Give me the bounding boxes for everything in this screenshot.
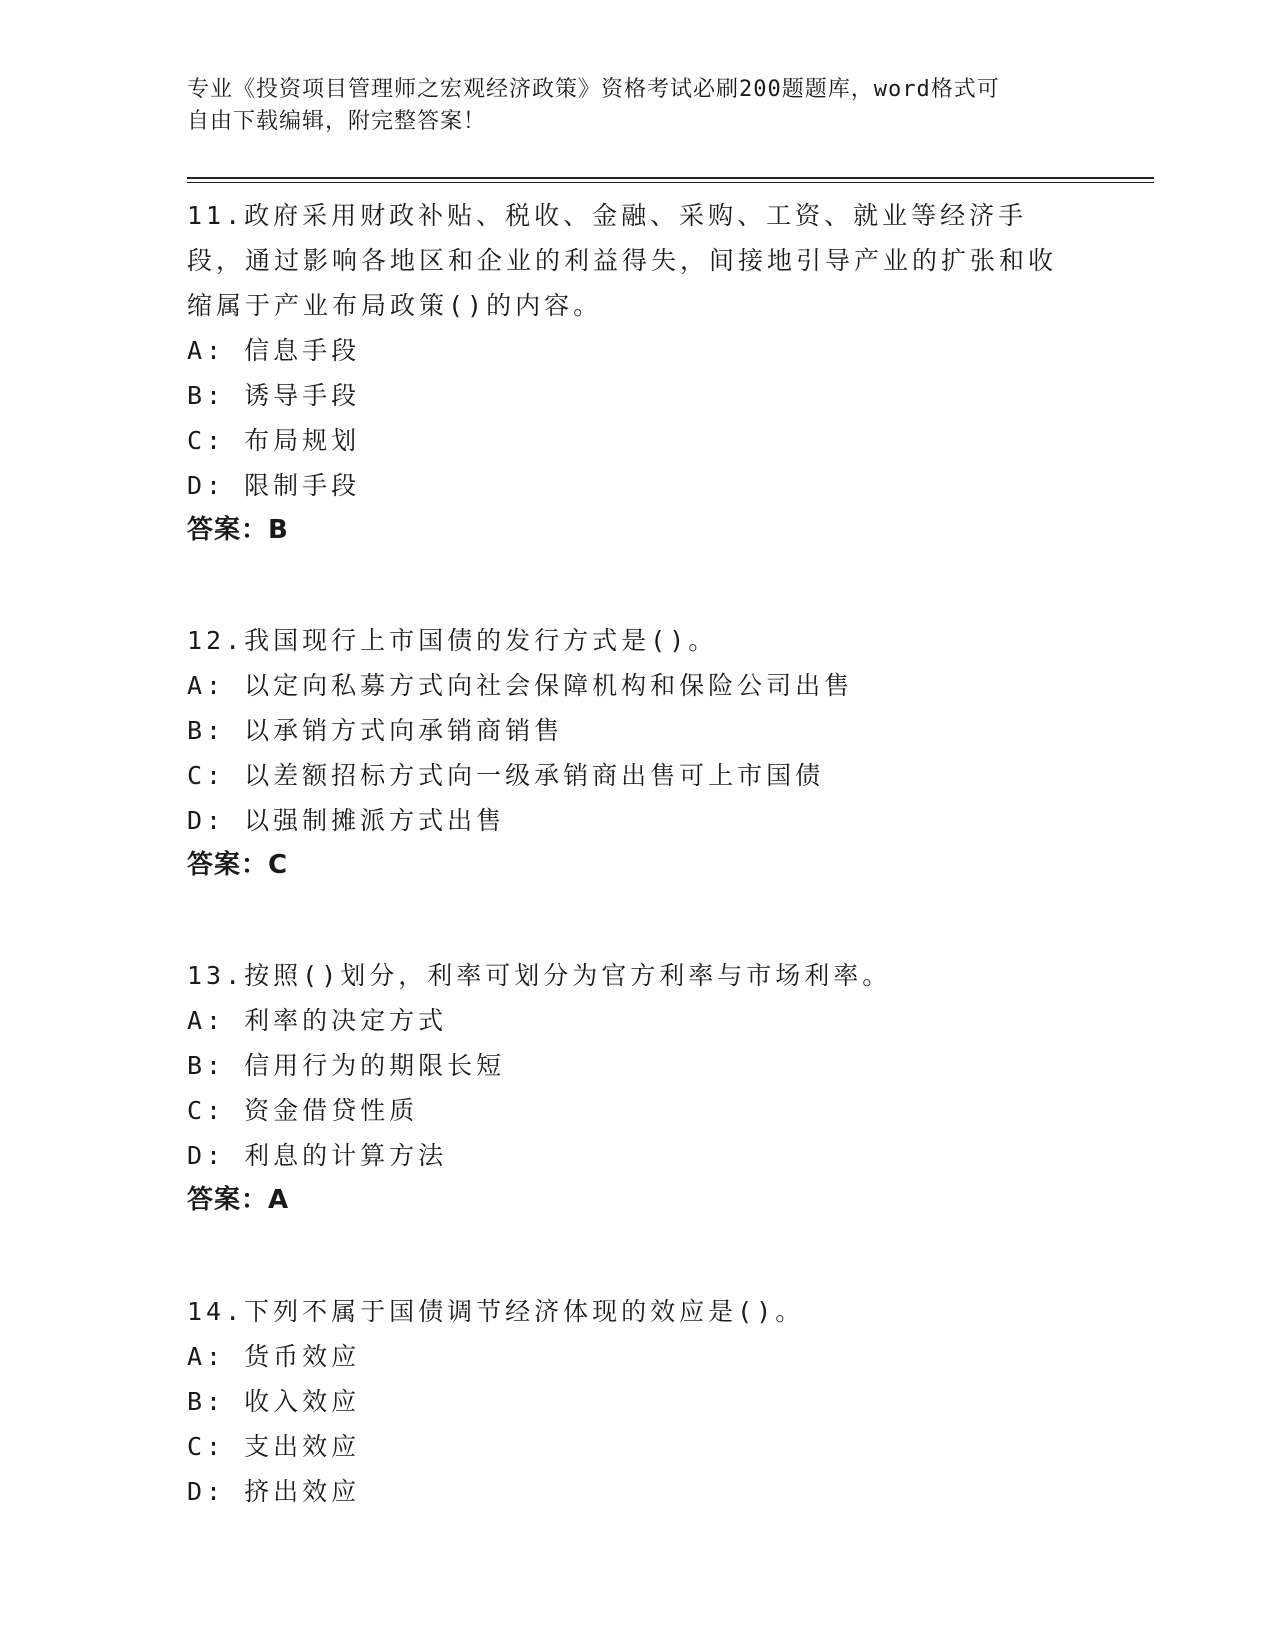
option-c: C: 资金借贷性质 [187,1096,419,1125]
option-a: A: 信息手段 [187,336,361,365]
header-line-2: 自由下载编辑，附完整答案！ [187,109,487,134]
question-11 [187,193,1067,553]
question-12 [187,618,1067,888]
question-spacer [187,553,1067,618]
question-14 [187,1289,1067,1514]
option-d: D: 利息的计算方法 [187,1141,448,1170]
option-b: B: 收入效应 [187,1387,361,1416]
question-stem: 11.政府采用财政补贴、税收、金融、采购、工资、就业等经济手段，通过影响各地区和企业的利益得失，间接地引导产业的扩张和收缩属于产业布局政策()的内容。 [187,201,1058,320]
option-d: D: 以强制摊派方式出售 [187,806,506,835]
option-d: D: 挤出效应 [187,1477,361,1506]
option-c: C: 以差额招标方式向一级承销商出售可上市国债 [187,761,825,790]
question-spacer [187,888,1067,953]
option-a: A: 以定向私募方式向社会保障机构和保险公司出售 [187,671,854,700]
question-stem: 12.我国现行上市国债的发行方式是()。 [187,626,718,655]
header-line-1: 专业《投资项目管理师之宏观经济政策》资格考试必刷200题题库，word格式可 [187,77,1000,102]
question-13 [187,953,1067,1223]
option-c: C: 布局规划 [187,426,361,455]
question-list [187,193,1067,1514]
option-b: B: 信用行为的期限长短 [187,1051,506,1080]
answer-line: 答案：B [187,515,289,545]
option-b: B: 诱导手段 [187,381,361,410]
question-stem: 14.下列不属于国债调节经济体现的效应是()。 [187,1297,805,1326]
header-divider-thin [187,182,1154,183]
document-header [187,74,1087,138]
option-c: C: 支出效应 [187,1432,361,1461]
option-d: D: 限制手段 [187,471,361,500]
header-divider-thick [187,177,1154,179]
answer-line: 答案：C [187,850,289,880]
option-a: A: 利率的决定方式 [187,1006,448,1035]
question-spacer [187,1223,1067,1289]
option-a: A: 货币效应 [187,1342,361,1371]
question-stem: 13.按照()划分，利率可划分为官方利率与市场利率。 [187,961,892,990]
option-b: B: 以承销方式向承销商销售 [187,716,564,745]
answer-line: 答案：A [187,1185,290,1215]
